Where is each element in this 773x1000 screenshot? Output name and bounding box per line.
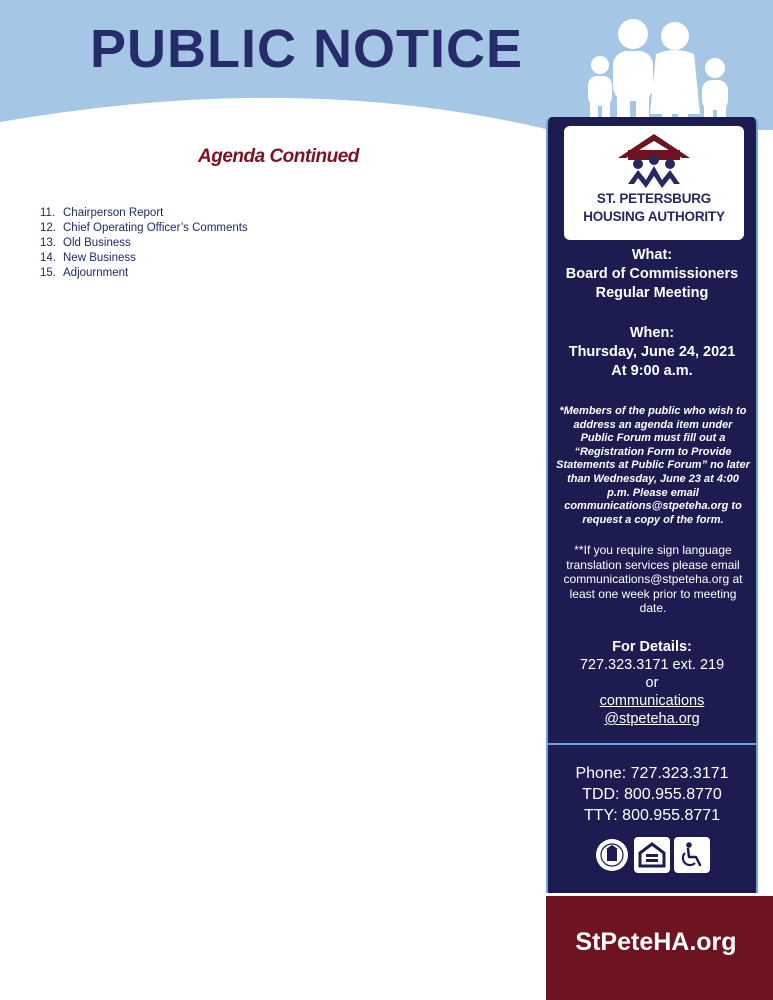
- item-text: Adjournment: [63, 267, 129, 279]
- what-line-1: Board of Commissioners: [565, 266, 739, 282]
- list-item: [40, 266, 248, 281]
- item-number: 12.: [40, 222, 56, 234]
- list-item: [40, 206, 248, 221]
- house-logo-icon: [616, 132, 692, 188]
- details-section: [548, 638, 756, 728]
- when-label: When:: [629, 325, 675, 341]
- item-number: 15.: [40, 267, 56, 279]
- logo-wordmark: [564, 190, 744, 226]
- section-subtitle: Agenda Continued: [198, 146, 359, 167]
- website-link[interactable]: StPeteHA.org: [575, 928, 737, 956]
- family-silhouette-icon: [578, 8, 738, 133]
- details-phone: 727.323.3171 ext. 219: [579, 657, 725, 673]
- logo-line-2: HOUSING AUTHORITY: [583, 209, 725, 224]
- section-divider: [548, 743, 756, 745]
- when-section: [548, 324, 756, 381]
- item-number: 11.: [40, 207, 56, 219]
- item-number: 14.: [40, 252, 56, 264]
- phone-number: Phone: 727.323.3171: [575, 765, 729, 782]
- list-item: [40, 251, 248, 266]
- email-link-part-1[interactable]: communications: [599, 693, 705, 709]
- what-line-2: Regular Meeting: [595, 285, 709, 301]
- item-text: New Business: [63, 252, 136, 264]
- email-link-part-2[interactable]: @stpeteha.org: [604, 711, 700, 727]
- item-number: 13.: [40, 237, 56, 249]
- item-text: Old Business: [63, 237, 131, 249]
- what-label: What:: [631, 247, 673, 263]
- when-time: At 9:00 a.m.: [611, 363, 693, 379]
- when-date: Thursday, June 24, 2021: [568, 344, 736, 360]
- logo-line-1: ST. PETERSBURG: [596, 191, 712, 206]
- what-section: [548, 246, 756, 303]
- public-forum-note: *Members of the public who wish to address an agenda item under Public Forum must fill out a “Registration Form to Provide Statements at Public Forum” no later than Wednesday, June 23 at 4:00 p.m. Please email communications@stpeteha.org to request a copy of the form.: [556, 405, 750, 526]
- compliance-icons: [594, 837, 710, 873]
- hud-seal-icon: [594, 837, 630, 873]
- tdd-number: TDD: 800.955.8770: [582, 786, 722, 803]
- details-or: or: [645, 675, 659, 691]
- item-text: Chief Operating Officer’s Comments: [63, 222, 248, 234]
- info-sidebar: [546, 117, 758, 893]
- page-title: PUBLIC NOTICE: [90, 19, 524, 79]
- equal-housing-icon: [634, 837, 670, 873]
- details-label: For Details:: [612, 639, 692, 655]
- item-text: Chairperson Report: [63, 207, 164, 219]
- sign-language-note: **If you require sign language translation services please email communications@stpeteha.org at least one week prior to meeting date.: [563, 543, 743, 615]
- housing-authority-logo: [564, 126, 744, 240]
- agenda-list: [40, 206, 248, 281]
- tty-number: TTY: 800.955.8771: [583, 807, 721, 824]
- accessibility-icon: [674, 837, 710, 873]
- list-item: [40, 236, 248, 251]
- contact-numbers: [548, 763, 756, 826]
- list-item: [40, 221, 248, 236]
- website-banner: [546, 896, 773, 1000]
